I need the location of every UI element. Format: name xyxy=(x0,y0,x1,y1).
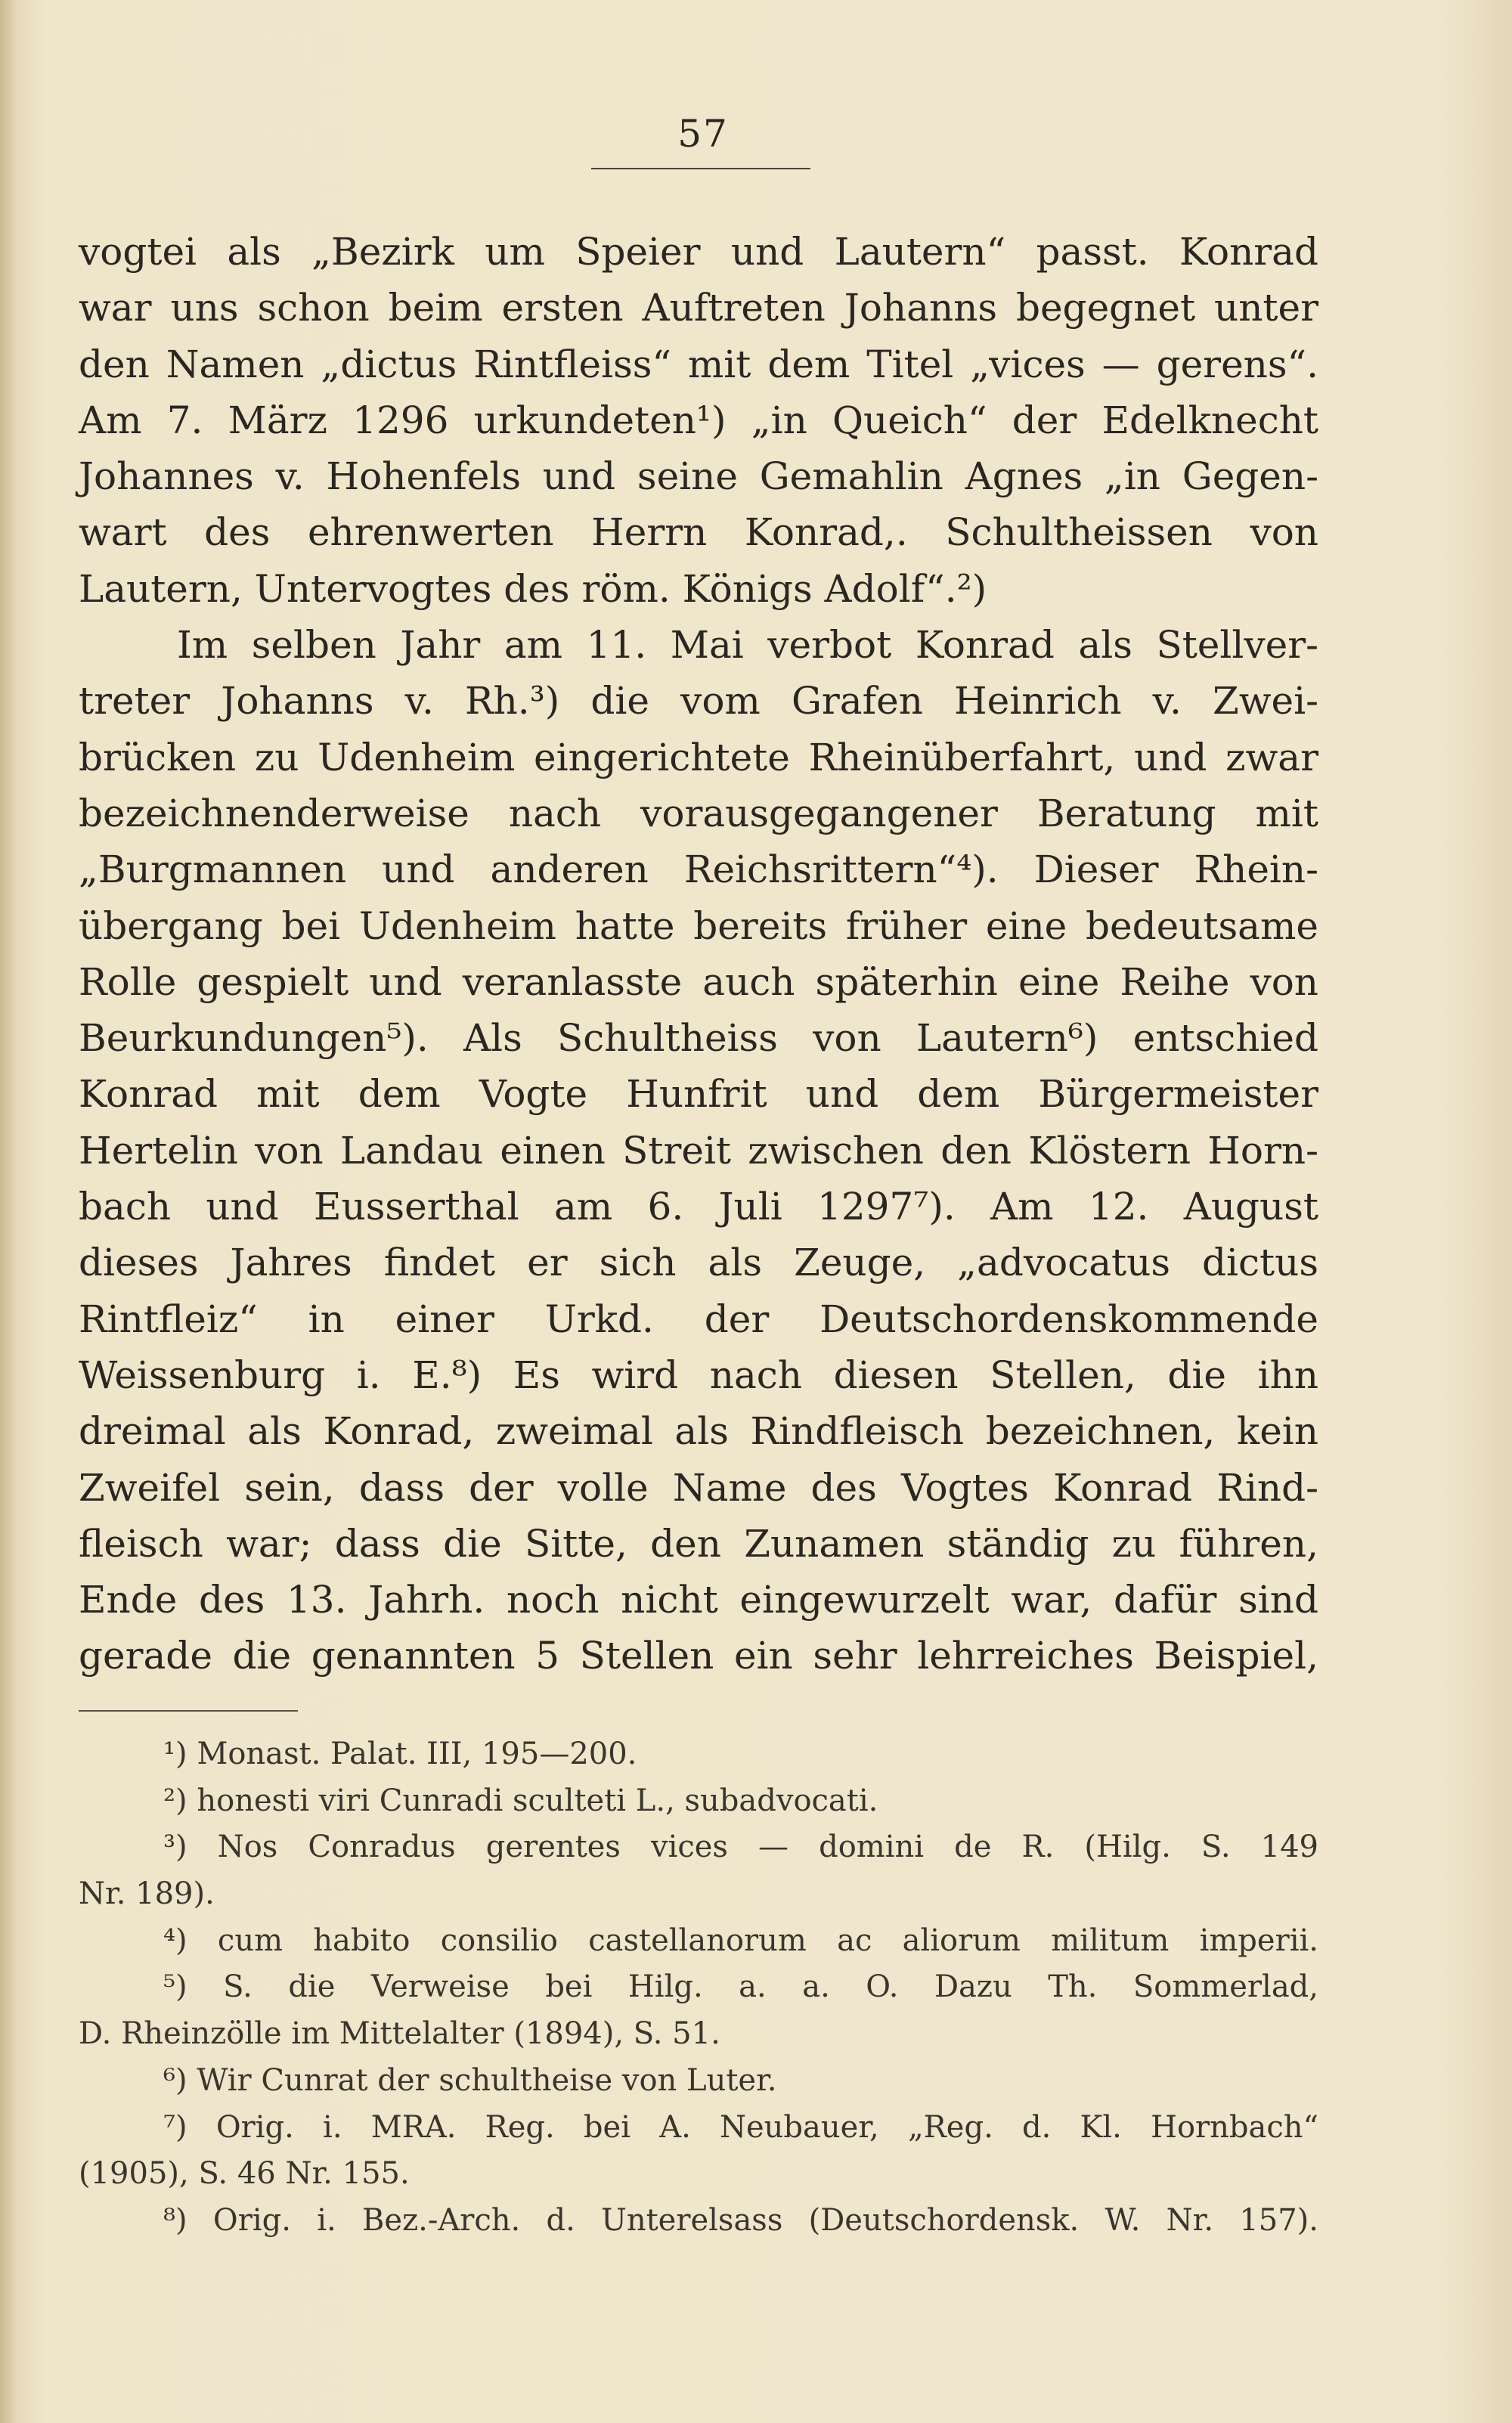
body-line: dreimal als Konrad, zweimal als Rindfleisch bezeichnen, kein xyxy=(79,1409,1318,1454)
footnote-line: ⁶) Wir Cunrat der schultheise von Luter. xyxy=(163,2062,777,2098)
footnote-line: Nr. 189). xyxy=(79,1876,215,1912)
page-number-rule xyxy=(591,168,810,169)
footnote-line: ³) Nos Conradus gerentes vices — domini de R. (Hilg. S. 149 xyxy=(163,1830,1318,1865)
footnote-line: D. Rheinzölle im Mittelalter (1894), S. 51. xyxy=(79,2016,720,2052)
footnote-line: ⁵) S. die Verweise bei Hilg. a. a. O. Dazu Th. Sommerlad, xyxy=(163,1969,1318,2005)
body-line: war uns schon beim ersten Auftreten Johanns begegnet unter xyxy=(79,286,1318,330)
body-line: Am 7. März 1296 urkundeten¹) „in Queich“ der Edelknecht xyxy=(79,398,1318,442)
body-line: Im selben Jahr am 11. Mai verbot Konrad als Stellver- xyxy=(177,623,1318,668)
body-line: Rolle gespielt und veranlasste auch späterhin eine Reihe von xyxy=(79,959,1318,1004)
body-line: Weissenburg i. E.⁸) Es wird nach diesen Stellen, die ihn xyxy=(79,1352,1318,1397)
body-line: gerade die genannten 5 Stellen ein sehr lehrreiches Beispiel, xyxy=(79,1634,1318,1678)
body-text xyxy=(79,224,1318,1684)
body-line: treter Johanns v. Rh.³) die vom Grafen Heinrich v. Zwei- xyxy=(79,679,1318,723)
page-gutter-shadow xyxy=(0,0,17,2423)
body-line: Konrad mit dem Vogte Hunfrit und dem Bürgermeister xyxy=(79,1072,1318,1117)
body-line: fleisch war; dass die Sitte, den Zunamen ständig zu führen, xyxy=(79,1521,1318,1566)
body-line: Beurkundungen⁵). Als Schultheiss von Lautern⁶) entschied xyxy=(79,1016,1318,1061)
footnote-line: (1905), S. 46 Nr. 155. xyxy=(79,2156,410,2192)
footnotes xyxy=(79,1731,1318,2245)
body-line: den Namen „dictus Rintfleiss“ mit dem Titel „vices — gerens“. xyxy=(79,342,1318,386)
body-line: brücken zu Udenheim eingerichtete Rheinüberfahrt, und zwar xyxy=(79,735,1318,779)
body-line: Johannes v. Hohenfels und seine Gemahlin Agnes „in Gegen- xyxy=(79,454,1318,499)
body-line: bezeichnenderweise nach vorausgegangener Beratung mit xyxy=(79,791,1318,835)
body-line: Rintfleiz“ in einer Urkd. der Deutschordenskommende xyxy=(79,1297,1318,1341)
body-line: vogtei als „Bezirk um Speier und Lautern“ passt. Konrad xyxy=(79,230,1318,274)
body-line: Lautern, Untervogtes des röm. Königs Adolf“.²) xyxy=(79,566,987,611)
body-line: Zweifel sein, dass der volle Name des Vogtes Konrad Rind- xyxy=(79,1465,1318,1510)
footnote-line: ²) honesti viri Cunradi sculteti L., subadvocati. xyxy=(163,1783,878,1818)
footnote-rule xyxy=(79,1710,298,1712)
body-line: dieses Jahres findet er sich als Zeuge, „advocatus dictus xyxy=(79,1241,1318,1285)
footnote-line: ¹) Monast. Palat. III, 195—200. xyxy=(163,1737,637,1771)
body-line: übergang bei Udenheim hatte bereits früher eine bedeutsame xyxy=(79,903,1318,948)
footnote-line: ⁴) cum habito consilio castellanorum ac aliorum militum imperii. xyxy=(163,1923,1318,1958)
body-line: bach und Eusserthal am 6. Juli 1297⁷). Am 12. August xyxy=(79,1185,1318,1229)
footnote-line: ⁸) Orig. i. Bez.-Arch. d. Unterelsass (Deutschordensk. W. Nr. 157). xyxy=(163,2202,1318,2238)
footnote-line: ⁷) Orig. i. MRA. Reg. bei A. Neubauer, „Reg. d. Kl. Hornbach“ xyxy=(163,2109,1318,2145)
body-line: Ende des 13. Jahrh. noch nicht eingewurzelt war, dafür sind xyxy=(79,1578,1318,1622)
body-line: Hertelin von Landau einen Streit zwischen den Klöstern Horn- xyxy=(79,1128,1318,1173)
body-line: wart des ehrenwerten Herrn Konrad,. Schultheissen von xyxy=(79,510,1318,555)
page-number: 57 xyxy=(677,112,729,156)
body-line: „Burgmannen und anderen Reichsrittern“⁴). Dieser Rhein- xyxy=(79,847,1318,892)
